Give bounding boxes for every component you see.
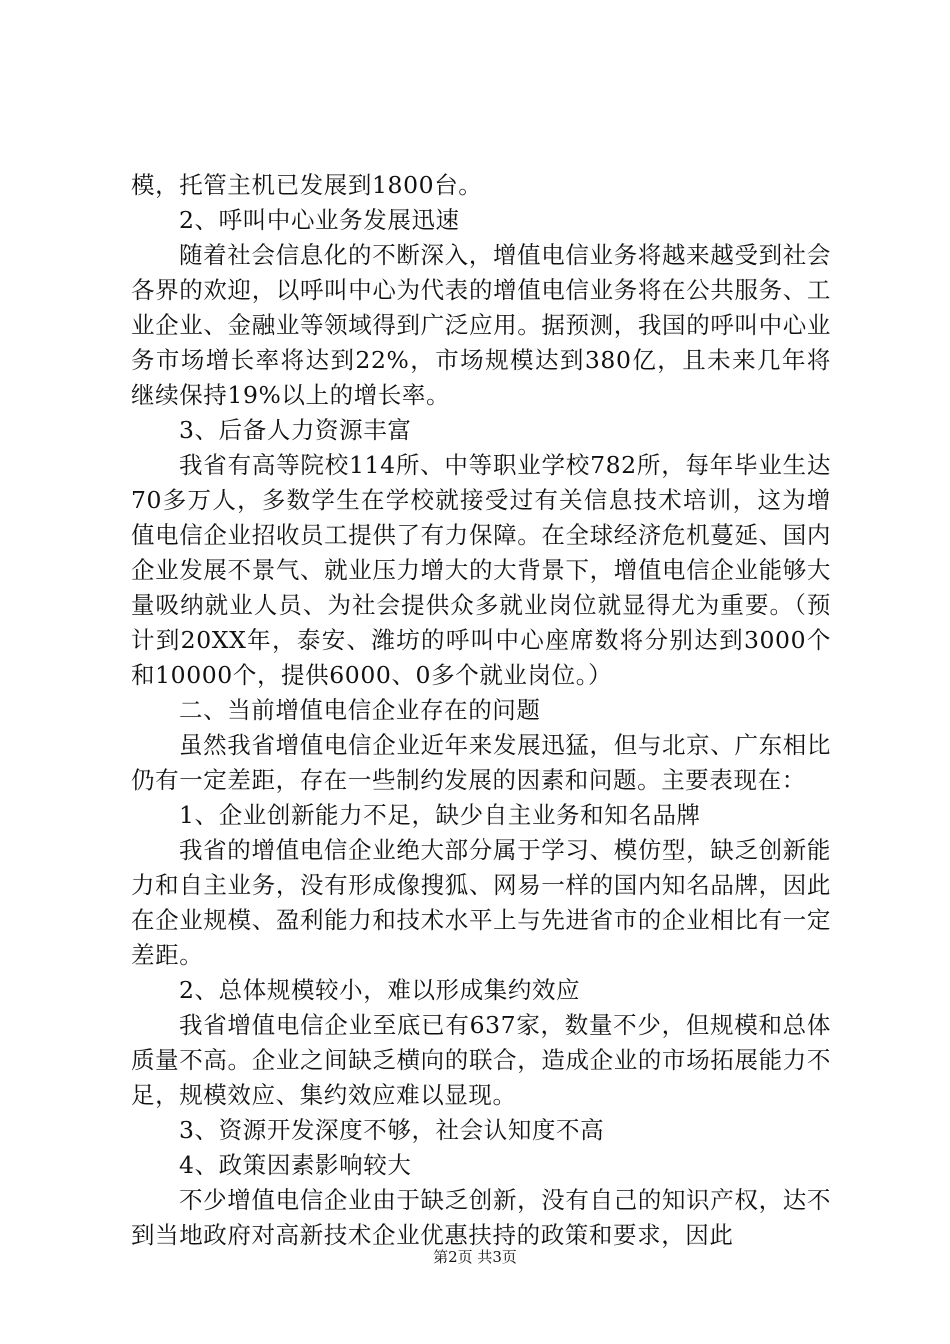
paragraph: 二、当前增值电信企业存在的问题 <box>179 696 541 724</box>
page-footer: 第2页 共3页 <box>433 1248 517 1266</box>
paragraph: 2、呼叫中心业务发展迅速 <box>179 206 460 234</box>
document-body <box>131 168 831 1253</box>
paragraph: 我省增值电信企业至底已有637家，数量不少，但规模和总体质量不高。企业之间缺乏横向的联合，造成企业的市场拓展能力不足，规模效应、集约效应难以显现。 <box>131 1011 831 1109</box>
paragraph: 4、政策因素影响较大 <box>179 1151 412 1179</box>
paragraph: 随着社会信息化的不断深入，增值电信业务将越来越受到社会各界的欢迎，以呼叫中心为代表的增值电信业务将在公共服务、工业企业、金融业等领域得到广泛应用。据预测，我国的呼叫中心业务市场增长率将达到22%，市场规模达到380亿，且未来几年将继续保持19%以上的增长率。 <box>131 241 831 409</box>
paragraph: 2、总体规模较小，难以形成集约效应 <box>179 976 581 1004</box>
paragraph: 3、资源开发深度不够，社会认知度不高 <box>179 1116 605 1144</box>
paragraph: 不少增值电信企业由于缺乏创新，没有自己的知识产权，达不到当地政府对高新技术企业优惠扶持的政策和要求，因此 <box>131 1186 831 1249</box>
paragraph: 1、企业创新能力不足，缺少自主业务和知名品牌 <box>179 801 701 829</box>
paragraph: 模，托管主机已发展到1800台。 <box>131 171 483 199</box>
paragraph: 3、后备人力资源丰富 <box>179 416 412 444</box>
paragraph: 我省的增值电信企业绝大部分属于学习、模仿型，缺乏创新能力和自主业务，没有形成像搜狐、网易一样的国内知名品牌，因此在企业规模、盈利能力和技术水平上与先进省市的企业相比有一定差距。 <box>131 836 831 969</box>
paragraph: 虽然我省增值电信企业近年来发展迅猛，但与北京、广东相比仍有一定差距，存在一些制约发展的因素和问题。主要表现在： <box>131 731 831 794</box>
paragraph: 我省有高等院校114所、中等职业学校782所，每年毕业生达70多万人，多数学生在学校就接受过有关信息技术培训，这为增值电信企业招收员工提供了有力保障。在全球经济危机蔓延、国内企业发展不景气、就业压力增大的大背景下，增值电信企业能够大量吸纳就业人员、为社会提供众多就业岗位就显得尤为重要。（预计到20XX年，泰安、潍坊的呼叫中心座席数将分别达到3000个和10000个，提供6000、0多个就业岗位。） <box>131 451 831 689</box>
